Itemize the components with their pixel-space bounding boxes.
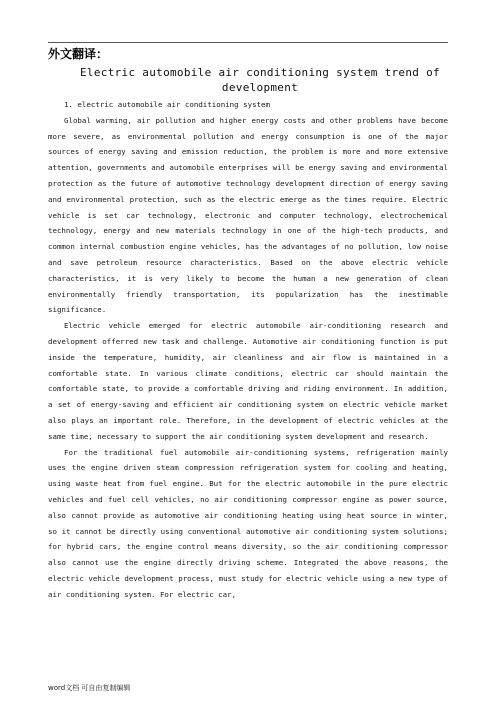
paragraph: For the traditional fuel automobile air-conditioning systems, refrigeration mainly uses the engine driven steam compression refrigeration system for cooling and heating, using waste heat from fuel engine. But for the electric automobile in the pure electric vehicles and fuel cell vehicles, no air conditioning compressor engine as power source, also cannot provide as automotive air conditioning heating using heat source in winter, so it cannot be directly using conventional automotive air conditioning system solutions; for hybrid cars, the engine control means diversity, so the air conditioning compressor also cannot use the engine directly driving scheme. Integrated the above reasons, the electric vehicle development process, must study for electric vehicle using a new type of air conditioning system. For electric car,: [48, 447, 448, 599]
section-heading: 1. electric automobile air conditioning system: [64, 100, 270, 109]
header-rule: [48, 42, 448, 43]
document-body: [48, 97, 448, 603]
translation-heading: 外文翻译：: [48, 47, 109, 61]
paragraph: Global warming, air pollution and higher energy costs and other problems have become more severe, as environmental pollution and energy consumption is one of the major sources of energy saving and emission reduction, the problem is more and more extensive attention, governments and automobile enterprises will be energy saving and environmental protection as the future of automotive technology development direction of energy saving and environmental protection, such as the electric emerge as the times require. Electric vehicle is set car technology, electronic and computer technology, electrochemical technology, energy and new materials technology in one of the high-tech products, and common internal combustion engine vehicles, has the advantages of no pollution, low noise and save petroleum resource characteristics. Based on the above electric vehicle characteristics, it is very likely to become the human a new generation of clean environmentally friendly transportation, its popularization has the inestimable significance.: [48, 115, 448, 315]
document-title: Electric automobile air conditioning system trend of development: [80, 66, 440, 94]
paragraph: Electric vehicle emerged for electric automobile air-conditioning research and development offerred new task and challenge. Automotive air conditioning function is put inside the temperature, humidity, air cleanliness and air flow is maintained in a comfortable state. In various climate conditions, electric car should maintain the comfortable state, to provide a comfortable driving and riding environment. In addition, a set of energy-saving and efficient air conditioning system on electric vehicle market also plays an important role. Therefore, in the development of electric vehicles at the same time, necessary to support the air conditioning system development and research.: [48, 321, 448, 441]
footer-note: word文档 可自由复制编辑: [48, 684, 131, 692]
